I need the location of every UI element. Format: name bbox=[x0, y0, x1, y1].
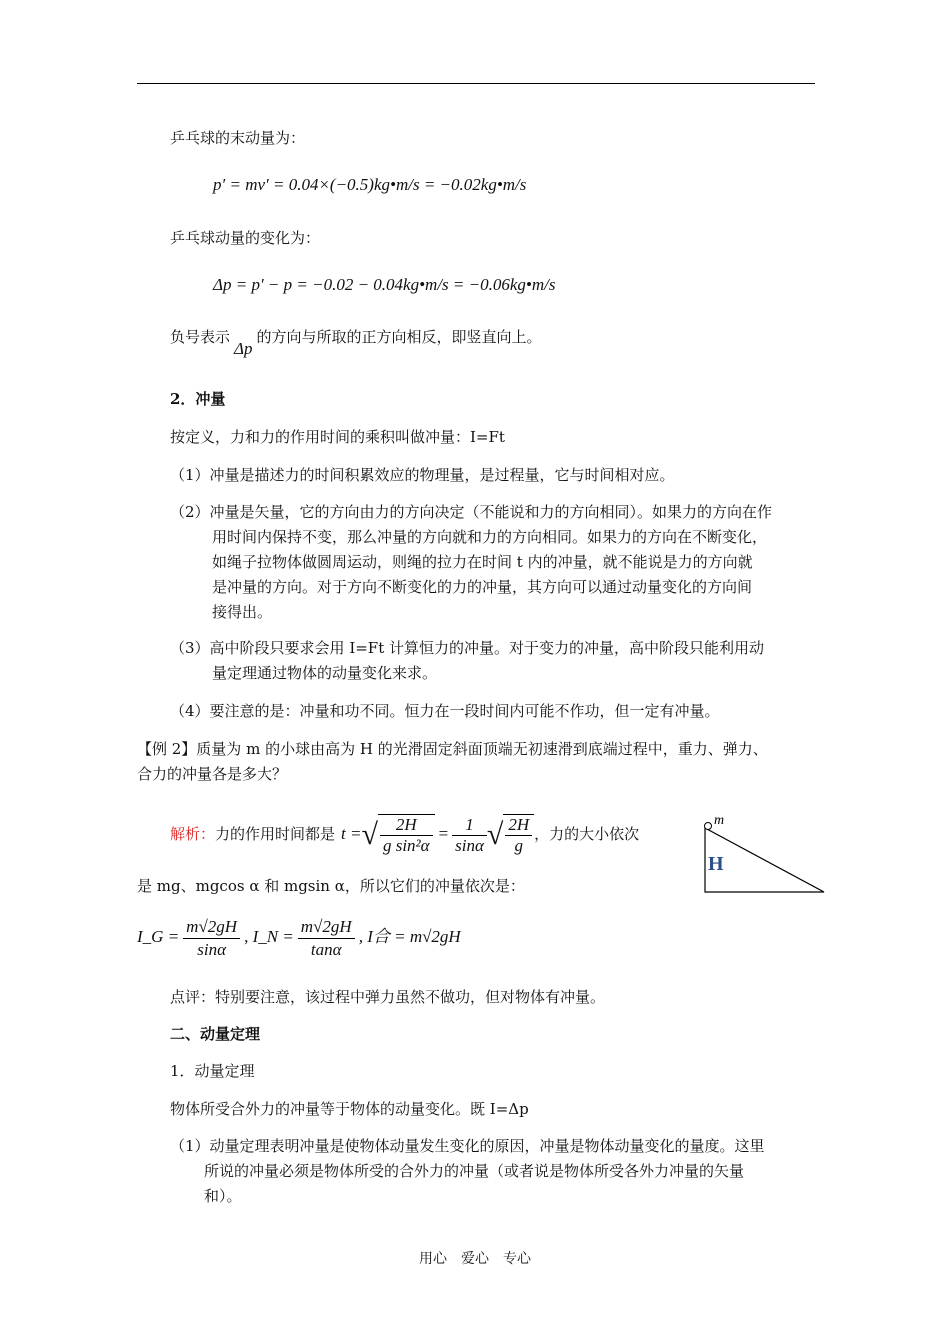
impulse-item-2-line3: 如绳子拉物体做圆周运动，则绳的拉力在时间 t 内的冲量，就不能说是力的方向就 bbox=[212, 553, 753, 571]
mass-label: m bbox=[714, 813, 725, 828]
fraction-1-num: 2H bbox=[380, 815, 433, 836]
impulse-definition: 按定义，力和力的作用时间的乘积叫做冲量：I=Ft bbox=[170, 428, 505, 446]
theorem-item-1-line1: （1）动量定理表明冲量是使物体动量发生变化的原因，冲量是物体动量变化的量度。这里 bbox=[170, 1137, 765, 1155]
impulse-item-4: （4）要注意的是：冲量和功不同。恒力在一段时间内可能不作功，但一定有冲量。 bbox=[170, 702, 720, 720]
final-momentum-label: 乒乓球的末动量为： bbox=[170, 129, 306, 147]
Ih-expression: , I合 = m√2gH bbox=[358, 927, 461, 946]
IN-fraction bbox=[298, 916, 355, 961]
sqrt-sign-1: √ bbox=[361, 818, 378, 851]
formula-equals: = bbox=[438, 824, 449, 843]
fraction-2-den: sinα bbox=[455, 835, 484, 855]
IG-fraction bbox=[183, 916, 240, 961]
momentum-change-label: 乒乓球动量的变化为： bbox=[170, 229, 321, 247]
IG-num: m√2gH bbox=[183, 916, 240, 939]
header-rule bbox=[137, 83, 815, 84]
fraction-2-num: 1 bbox=[452, 815, 487, 836]
section-heading-impulse: 2．冲量 bbox=[170, 390, 226, 408]
equation-momentum-change: Δp = p′ − p = −0.02 − 0.04kg•m/s = −0.06kg•m/s bbox=[213, 275, 556, 294]
solution-text-a: 力的作用时间都是 bbox=[215, 825, 336, 843]
sign-explanation-a: 负号表示 bbox=[170, 328, 231, 346]
IN-lhs: , I_N = bbox=[244, 927, 294, 946]
theorem-item-1-line2: 所说的冲量必须是物体所受的合外力的冲量（或者说是物体所受各外力冲量的矢量 bbox=[204, 1162, 745, 1180]
impulse-results bbox=[137, 912, 461, 962]
IN-den: tanα bbox=[310, 939, 342, 959]
fraction-2 bbox=[452, 815, 487, 856]
ball-circle bbox=[705, 823, 712, 830]
subsection-theorem: 1．动量定理 bbox=[170, 1062, 255, 1080]
theorem-item-1-line3: 和）。 bbox=[204, 1187, 242, 1205]
page-footer: 用心 爱心 专心 bbox=[419, 1251, 531, 1267]
sign-explanation-b: 的方向与所取的正方向相反，即竖直向上。 bbox=[256, 328, 542, 346]
fraction-1 bbox=[380, 815, 433, 856]
impulse-item-1: （1）冲量是描述力的时间积累效应的物理量，是过程量，它与时间相对应。 bbox=[170, 466, 675, 484]
fraction-3-den: g bbox=[514, 836, 524, 855]
fraction-1-den: g sin²α bbox=[382, 836, 430, 855]
comment: 点评：特别要注意，该过程中弹力虽然不做功，但对物体有冲量。 bbox=[170, 988, 606, 1006]
impulse-item-3-line1: （3）高中阶段只要求会用 I=Ft 计算恒力的冲量。对于变力的冲量，高中阶段只能利用动 bbox=[170, 639, 765, 657]
impulse-item-3-line2: 量定理通过物体的动量变化来求。 bbox=[212, 664, 438, 682]
impulse-item-2-line4: 是冲量的方向。对于方向不断变化的力的冲量，其方向可以通过动量变化的方向间 bbox=[212, 578, 753, 596]
equation-final-momentum: p′ = mv′ = 0.04×(−0.5)kg•m/s = −0.02kg•m/s bbox=[213, 175, 527, 194]
impulse-item-2-line1: （2）冲量是矢量，它的方向由力的方向决定（不能说和力的方向相同）。如果力的方向在作 bbox=[170, 503, 773, 521]
fraction-3-num: 2H bbox=[505, 815, 532, 836]
sign-explanation bbox=[170, 327, 542, 358]
formula-t-lhs: t = bbox=[341, 824, 362, 843]
sqrt-sign-2: √ bbox=[486, 818, 504, 851]
example-2-line2: 合力的冲量各是多大？ bbox=[137, 765, 288, 783]
solution-line2: 是 mg、mgcos α 和 mgsin α，所以它们的冲量依次是： bbox=[137, 877, 525, 895]
IN-num: m√2gH bbox=[298, 916, 355, 939]
incline-figure bbox=[698, 808, 830, 898]
theorem-definition: 物体所受合外力的冲量等于物体的动量变化。既 I=Δp bbox=[170, 1100, 529, 1118]
impulse-item-2-line5: 接得出。 bbox=[212, 603, 273, 621]
solution-line1 bbox=[170, 806, 639, 862]
sqrt-term-1 bbox=[378, 814, 435, 856]
impulse-item-2-line2: 用时间内保持不变，那么冲量的方向就和力的方向相同。如果力的方向在不断变化， bbox=[212, 528, 768, 546]
example-2-line1: 【例 2】质量为 m 的小球由高为 H 的光滑固定斜面顶端无初速滑到底端过程中，重力、弹力、 bbox=[137, 740, 768, 758]
IG-lhs: I_G = bbox=[137, 927, 180, 946]
section-heading-theorem: 二、动量定理 bbox=[170, 1025, 261, 1043]
delta-p-symbol: Δp bbox=[234, 339, 253, 358]
height-label: H bbox=[708, 853, 724, 875]
solution-label: 解析： bbox=[170, 825, 216, 843]
IG-den: sinα bbox=[197, 939, 226, 959]
fraction-3 bbox=[505, 815, 532, 856]
solution-text-b: ，力的大小依次 bbox=[534, 825, 640, 843]
sqrt-term-2 bbox=[503, 814, 534, 856]
